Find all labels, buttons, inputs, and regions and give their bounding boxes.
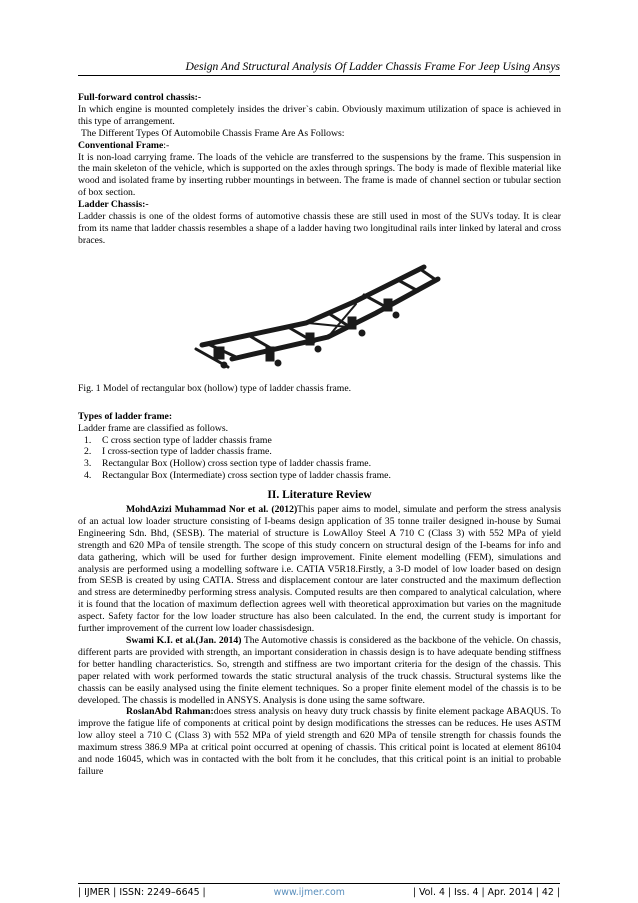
footer-volume: | Vol. 4 | Iss. 4 | Apr. 2014 | 42 | — [412, 887, 560, 898]
list-text: C cross section type of ladder chassis frame — [102, 434, 272, 446]
list-item — [78, 458, 561, 470]
list-item — [78, 435, 561, 447]
review-paragraph — [78, 635, 561, 706]
list-number: 1. — [84, 434, 92, 446]
list-number: 3. — [84, 458, 92, 470]
types-intro-line: Ladder frame are classified as follows. — [78, 422, 229, 434]
review-text: This paper aims to model, simulate and perform the stress analysis of an actual low loader structure consisting of I-beams design application of 35 tonne trailer designed in-house by Sumai Engineering Sdn. Bhd, (SESB). The material of structure is LowAlloy Steel A 710 C (Class 3) with 552 MPa of yield strength and 620 MPa of tensile strength. The scope of this study concern on structural design of the I-beams for info and data gathering, which will be used for further design improvement. Finite element modelling (FEM), simulations and analysis are performed using a modelling software i.e. CATIA V5R18.Firstly, a 3-D model of low loader based on design from SESB is created by using CATIA. Stress and displacement contour are later constructed and the maximum deflection and stress are determinedby performing stress analysis. Computed results are then compared to analytical calculation, where it is found that the location of maximum deflection agrees well with theoretical approximation but varies on the magnitude aspect. Safety factor for the low loader structure has also been calculated. In the end, the current study is important for further improvement of the current low loader chassisdesign. — [78, 504, 561, 635]
list-number: 2. — [84, 446, 92, 458]
figure-1 — [78, 249, 561, 377]
figure-caption: Fig. 1 Model of rectangular box (hollow) type of ladder chassis frame. — [78, 382, 352, 394]
section-heading-literature-review: II. Literature Review — [267, 489, 372, 502]
conventional-heading-suffix: :- — [163, 139, 170, 151]
ffc-heading: Full-forward control chassis:- — [78, 92, 202, 103]
review-text: does stress analysis on heavy duty truck chassis by finite element package ABAQUS. To improve the fatigue life of components at critical point by design modifications the stresses can be reduces. He uses ASTM low alloy steel a 710 C (Class 3) with 552 MPa of yield strength and 620 MPa of tensile strength for chassis founds the maximum stress 386.9 MPa at critical point occurred at opening of chassis. This critical point is located at element 86104 and node 16045, which was in contacted with the bolt from it he concludes, that this critical point is an initial to probable failure — [78, 706, 561, 777]
footer-url-link[interactable]: www.ijmer.com — [273, 887, 345, 898]
list-text: I cross-section type of ladder chassis frame. — [102, 446, 272, 458]
review-paragraph — [78, 504, 561, 635]
types-list — [78, 435, 561, 483]
types-heading: Types of ladder frame: — [78, 410, 173, 422]
types-intro: The Different Types Of Automobile Chassis Frame Are As Follows: — [81, 127, 345, 139]
body-text — [78, 92, 561, 778]
review-author: Swami K.I. et al.(Jan. 2014) — [126, 635, 242, 646]
conventional-heading-label: Conventional Frame — [78, 139, 164, 151]
ladder-heading: Ladder Chassis:- — [78, 199, 149, 211]
review-text: The Automotive chassis is considered as the backbone of the vehicle. On chassis, different parts are provided with strength, an important consideration in chassis design is to have adequate bending stiffness for better handling characteristics. So, strength and stiffness are two important criteria for the design of the chassis. This paper related with work performed towards the static structural analysis of the truck chassis. Structural systems like the chassis can be easily analysed using the finite element techniques. So a proper finite element model of the chassis is to be developed. The chassis is modelled in ANSYS. Analysis is done using the same software. — [78, 635, 561, 706]
ladder-paragraph: Ladder chassis is one of the oldest forms of automotive chassis these are still used in most of the SUVs today. It is clear from its name that ladder chassis resembles a shape of a ladder having two longitudinal rails inter linked by lateral and cross braces. — [78, 211, 561, 246]
list-text: Rectangular Box (Hollow) cross section type of ladder chassis frame. — [102, 458, 372, 470]
review-paragraph — [78, 706, 561, 777]
list-number: 4. — [84, 470, 92, 482]
footer-journal: | IJMER | ISSN: 2249–6645 | — [78, 887, 206, 898]
list-item — [78, 446, 561, 458]
conventional-heading — [78, 140, 561, 152]
ffc-paragraph: In which engine is mounted completely insides the driver`s cabin. Obviously maximum utilization of space is achieved in this type of arrangement. — [78, 103, 561, 127]
page-footer — [78, 883, 560, 898]
ladder-chassis-frame-image — [188, 249, 448, 377]
running-header: Design And Structural Analysis Of Ladder Chassis Frame For Jeep Using Ansys — [78, 60, 560, 76]
list-text: Rectangular Box (Intermediate) cross section type of ladder chassis frame. — [102, 470, 391, 482]
review-author: RoslanAbd Rahman: — [126, 706, 214, 718]
list-item — [78, 470, 561, 482]
conventional-paragraph: It is non-load carrying frame. The loads of the vehicle are transferred to the suspensions by the frame. This suspension in the main skeleton of the vehicle, which is supported on the axles through springs. The body is made of flexible material like wood and isolated frame by inserting rubber mountings in between. The frame is made of channel section or tubular section of box section. — [78, 151, 561, 199]
review-author: MohdAzizi Muhammad Nor et al. (2012) — [126, 504, 298, 516]
